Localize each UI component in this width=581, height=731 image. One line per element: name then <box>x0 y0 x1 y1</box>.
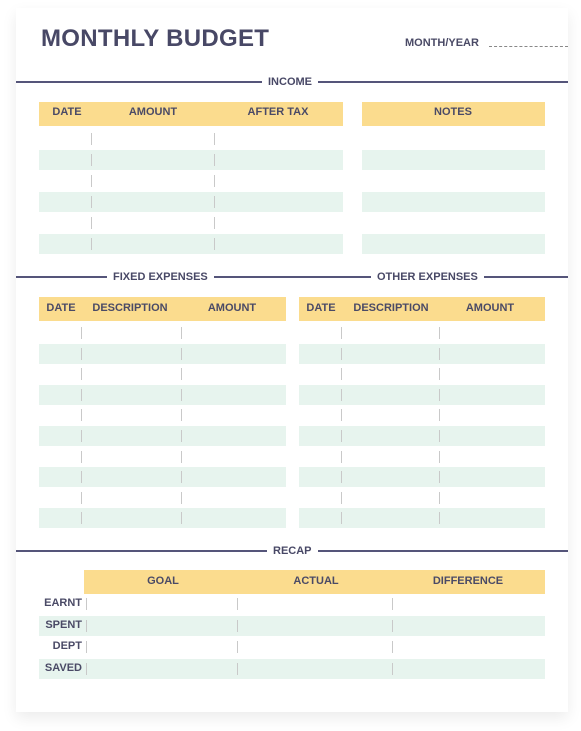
row-separator <box>181 451 182 463</box>
row-separator <box>91 133 92 145</box>
income-row[interactable] <box>39 213 343 233</box>
notes-row[interactable] <box>362 171 545 191</box>
month-year-label: MONTH/YEAR <box>405 37 479 49</box>
other-expense-row[interactable] <box>299 405 545 425</box>
recap-col-difference: DIFFERENCE <box>432 575 504 587</box>
other-expense-row[interactable] <box>299 467 545 487</box>
other-expenses-section-label: OTHER EXPENSES <box>371 271 484 283</box>
fixed-col-amount: AMOUNT <box>207 302 257 314</box>
row-separator <box>439 368 440 380</box>
other-expense-row[interactable] <box>299 447 545 467</box>
row-separator <box>81 451 82 463</box>
fixed-col-date: DATE <box>46 302 76 314</box>
row-separator <box>439 348 440 360</box>
row-separator <box>214 133 215 145</box>
row-separator <box>237 641 238 653</box>
row-separator <box>392 598 393 610</box>
row-separator <box>341 451 342 463</box>
row-separator <box>439 471 440 483</box>
fixed-expense-row[interactable] <box>39 508 286 528</box>
row-separator <box>392 641 393 653</box>
row-separator <box>439 430 440 442</box>
row-separator <box>91 196 92 208</box>
fixed-expense-row[interactable] <box>39 447 286 467</box>
row-separator <box>341 492 342 504</box>
row-separator <box>341 389 342 401</box>
notes-row[interactable] <box>362 234 545 254</box>
fixed-expense-row[interactable] <box>39 467 286 487</box>
income-row[interactable] <box>39 192 343 212</box>
fixed-expense-row[interactable] <box>39 323 286 343</box>
row-separator <box>341 348 342 360</box>
row-separator <box>81 348 82 360</box>
row-separator <box>392 620 393 632</box>
row-separator <box>91 217 92 229</box>
fixed-expenses-section-label: FIXED EXPENSES <box>107 271 214 283</box>
income-row[interactable] <box>39 129 343 149</box>
other-expense-row[interactable] <box>299 385 545 405</box>
row-separator <box>181 512 182 524</box>
notes-row[interactable] <box>362 150 545 170</box>
row-separator <box>81 327 82 339</box>
recap-row[interactable] <box>86 659 545 679</box>
row-separator <box>86 641 87 653</box>
row-separator <box>91 175 92 187</box>
row-separator <box>181 492 182 504</box>
other-expense-row[interactable] <box>299 508 545 528</box>
page-title: MONTHLY BUDGET <box>41 25 270 52</box>
row-separator <box>81 430 82 442</box>
row-separator <box>81 492 82 504</box>
recap-row[interactable] <box>86 616 545 636</box>
row-separator <box>181 348 182 360</box>
recap-col-goal: GOAL <box>147 575 179 587</box>
income-row[interactable] <box>39 171 343 191</box>
row-separator <box>439 492 440 504</box>
other-col-description: DESCRIPTION <box>353 302 429 314</box>
row-separator <box>181 368 182 380</box>
other-expense-row[interactable] <box>299 426 545 446</box>
recap-row-label-dept: DEPT <box>52 640 82 652</box>
row-separator <box>181 389 182 401</box>
row-separator <box>341 327 342 339</box>
other-expense-row[interactable] <box>299 323 545 343</box>
recap-row-label-spent: SPENT <box>45 618 82 631</box>
notes-label: NOTES <box>434 106 472 118</box>
income-col-date: DATE <box>52 106 82 118</box>
row-separator <box>237 598 238 610</box>
row-separator <box>86 620 87 632</box>
fixed-expense-row[interactable] <box>39 364 286 384</box>
fixed-expense-row[interactable] <box>39 385 286 405</box>
row-separator <box>214 154 215 166</box>
income-row[interactable] <box>39 150 343 170</box>
row-separator <box>237 620 238 632</box>
recap-row[interactable] <box>86 637 545 657</box>
other-expense-row[interactable] <box>299 344 545 364</box>
row-separator <box>81 368 82 380</box>
recap-section-label: RECAP <box>267 545 318 557</box>
row-separator <box>86 598 87 610</box>
other-expense-row[interactable] <box>299 488 545 508</box>
notes-row[interactable] <box>362 213 545 233</box>
other-col-amount: AMOUNT <box>465 302 515 314</box>
row-separator <box>341 409 342 421</box>
row-separator <box>91 154 92 166</box>
notes-row[interactable] <box>362 129 545 149</box>
row-separator <box>181 430 182 442</box>
row-separator <box>341 430 342 442</box>
other-col-date: DATE <box>306 302 336 314</box>
income-row[interactable] <box>39 234 343 254</box>
fixed-expense-row[interactable] <box>39 488 286 508</box>
row-separator <box>392 663 393 675</box>
row-separator <box>341 368 342 380</box>
row-separator <box>214 175 215 187</box>
recap-col-actual: ACTUAL <box>293 575 339 587</box>
notes-row[interactable] <box>362 192 545 212</box>
row-separator <box>86 663 87 675</box>
row-separator <box>181 409 182 421</box>
row-separator <box>181 327 182 339</box>
fixed-expense-row[interactable] <box>39 405 286 425</box>
expenses-rule <box>16 276 568 278</box>
row-separator <box>439 389 440 401</box>
month-year-field[interactable] <box>489 46 568 47</box>
fixed-expense-row[interactable] <box>39 426 286 446</box>
recap-row-label-earnt: EARNT <box>44 597 82 609</box>
budget-sheet <box>16 8 568 712</box>
income-col-after-tax: AFTER TAX <box>247 106 309 118</box>
row-separator <box>439 409 440 421</box>
other-expense-row[interactable] <box>299 364 545 384</box>
row-separator <box>91 238 92 250</box>
row-separator <box>181 471 182 483</box>
row-separator <box>439 512 440 524</box>
row-separator <box>237 663 238 675</box>
row-separator <box>81 409 82 421</box>
row-separator <box>341 471 342 483</box>
fixed-col-description: DESCRIPTION <box>92 302 168 314</box>
fixed-expense-row[interactable] <box>39 344 286 364</box>
row-separator <box>214 217 215 229</box>
row-separator <box>214 196 215 208</box>
row-separator <box>341 512 342 524</box>
row-separator <box>81 471 82 483</box>
row-separator <box>81 389 82 401</box>
row-separator <box>214 238 215 250</box>
income-col-amount: AMOUNT <box>128 106 178 118</box>
row-separator <box>439 327 440 339</box>
recap-row[interactable] <box>86 594 545 614</box>
row-separator <box>439 451 440 463</box>
recap-row-label-saved: SAVED <box>44 661 82 674</box>
row-separator <box>81 512 82 524</box>
income-section-label: INCOME <box>262 76 318 88</box>
